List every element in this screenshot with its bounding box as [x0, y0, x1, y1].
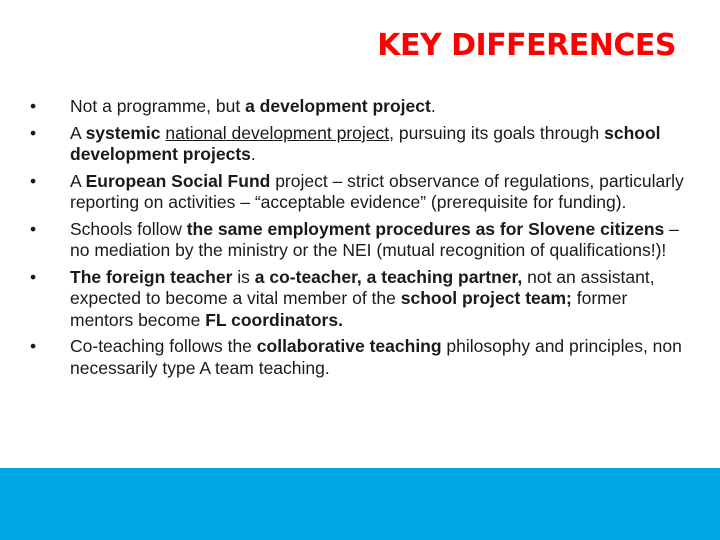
bullet-item-6 — [26, 336, 694, 379]
bullet-text: A — [70, 170, 86, 191]
bullet-text: Schools follow — [70, 218, 187, 239]
bullet-text-underlined: national development project — [165, 122, 390, 143]
bullet-item-3 — [26, 171, 694, 214]
slide-title: KEY DIFFERENCES — [377, 28, 676, 63]
bullet-text: Co-teaching follows the — [70, 336, 257, 356]
bullet-text-bold: systemic — [85, 122, 161, 143]
bullet-text: A — [70, 122, 86, 143]
bullet-text: . — [430, 96, 436, 116]
bullet-text-bold: the same employment procedures as for Slovene citizens — [186, 218, 665, 239]
bullet-text-bold: school development projects — [70, 122, 661, 164]
bullet-text-bold: European Social Fund — [85, 170, 271, 191]
bullet-text: Not a programme, but — [70, 96, 246, 116]
bullet-text: project – strict observance of regulations, particularly reporting on activities – “acceptable evidence” (prerequisite for funding). — [70, 170, 684, 212]
bullet-text: , pursuing its goals through — [389, 122, 605, 143]
bullet-text-bold: school project team; — [400, 288, 572, 308]
bullet-text-bold: FL coordinators. — [205, 309, 343, 330]
bullet-item-5 — [26, 267, 694, 332]
bullet-text-bold: The foreign teacher — [70, 266, 233, 287]
bullet-text-bold: a co-teacher, a teaching partner, — [254, 266, 523, 287]
bullet-text: not an assistant, expected to become a vital member of the — [70, 266, 655, 308]
bullet-item-1 — [26, 96, 694, 118]
bullet-text: – no mediation by the ministry or the NEI (mutual recognition of qualifications!)! — [70, 218, 679, 260]
bullet-text-bold: collaborative teaching — [256, 336, 442, 356]
bullet-item-2 — [26, 123, 694, 166]
bullet-item-4 — [26, 219, 694, 262]
bullet-text: philosophy and principles, non necessarily type A team teaching. — [70, 336, 682, 378]
footer-bar — [0, 468, 720, 540]
bullet-list — [26, 96, 694, 384]
bullet-text-bold: a development project — [245, 96, 431, 116]
bullet-text: former mentors become — [70, 288, 628, 330]
bullet-text: is — [232, 266, 255, 287]
bullet-text: . — [250, 144, 256, 164]
